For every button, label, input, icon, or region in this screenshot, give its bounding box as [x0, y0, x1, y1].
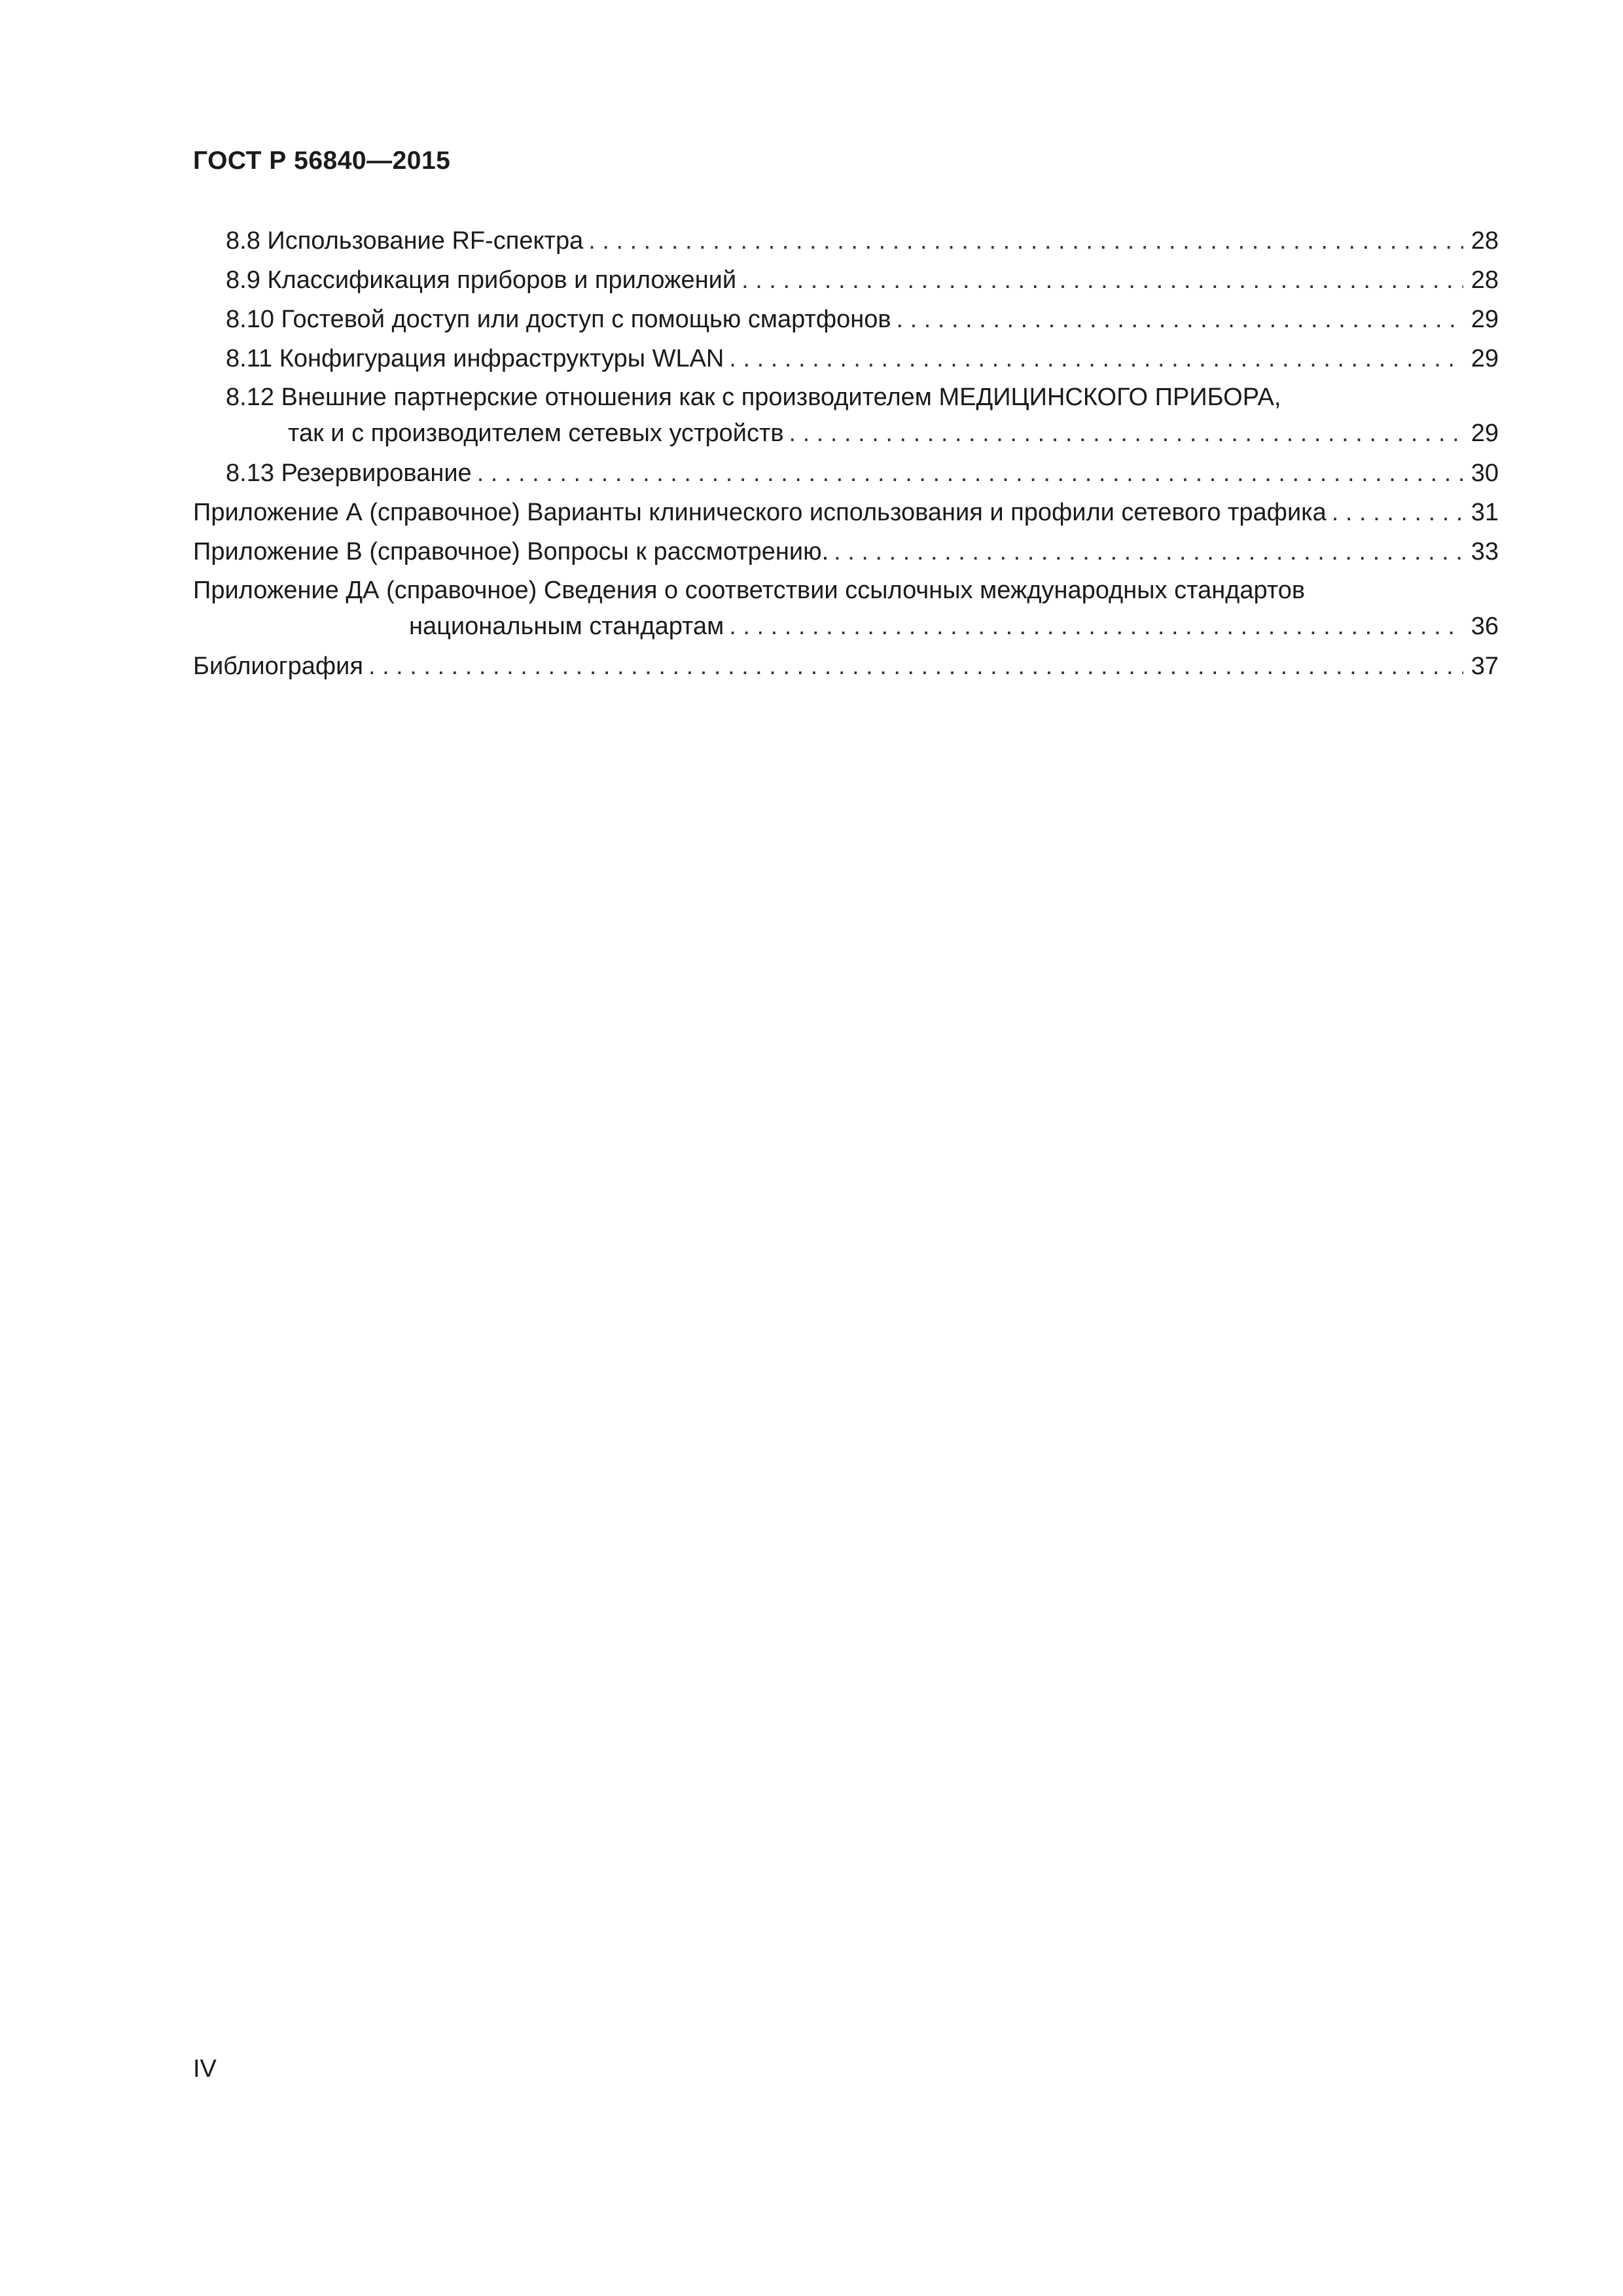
- toc-entry-title: 8.8 Использование RF-спектра: [226, 227, 584, 255]
- toc-leader-dots: [741, 260, 1463, 300]
- table-of-contents: [193, 221, 1499, 686]
- toc-page-number: 33: [1471, 538, 1499, 565]
- toc-entry-title: 8.13 Резервирование: [226, 459, 472, 487]
- toc-entry-bibliography[interactable]: [193, 647, 1499, 686]
- toc-entry-title: Библиография: [193, 653, 363, 680]
- toc-page-number: 28: [1471, 227, 1499, 255]
- toc-entry-8-13[interactable]: [193, 454, 1499, 493]
- toc-entry-8-10[interactable]: [193, 300, 1499, 339]
- toc-entry-title-line-2: так и с производителем сетевых устройств: [288, 420, 784, 447]
- toc-page-number: 31: [1471, 499, 1499, 526]
- toc-page-number: 30: [1471, 459, 1499, 487]
- toc-leader-dots: [588, 221, 1463, 260]
- toc-page-number: 28: [1471, 266, 1499, 294]
- toc-entry-title-line-1: Приложение ДА (справочное) Сведения о соответствии ссылочных международных стандартов: [193, 577, 1306, 604]
- toc-page-number: 29: [1471, 345, 1499, 372]
- toc-page-number: 37: [1471, 653, 1499, 680]
- toc-entry-title: 8.11 Конфигурация инфраструктуры WLAN: [226, 345, 724, 372]
- toc-leader-dots: [729, 339, 1463, 378]
- toc-leader-dots: [834, 532, 1463, 571]
- toc-entry-title: Приложение В (справочное) Вопросы к рассмотрению.: [193, 538, 829, 565]
- page-number: IV: [193, 2055, 217, 2083]
- toc-entry-title: Приложение А (справочное) Варианты клинического использования и профили сетевого трафика: [193, 499, 1327, 526]
- toc-entry-8-9[interactable]: [193, 260, 1499, 300]
- toc-leader-dots: [789, 416, 1463, 452]
- toc-leader-dots: [368, 647, 1463, 686]
- toc-leader-dots: [729, 609, 1463, 645]
- toc-entry-appendix-da[interactable]: [193, 571, 1499, 647]
- document-header: ГОСТ Р 56840—2015: [193, 147, 451, 175]
- toc-entry-title-line-2: национальным стандартам: [409, 613, 724, 640]
- toc-page-number: 36: [1471, 613, 1499, 640]
- toc-entry-8-11[interactable]: [193, 339, 1499, 378]
- toc-entry-appendix-b[interactable]: [193, 532, 1499, 571]
- toc-entry-title-line-1: 8.12 Внешние партнерские отношения как с производителем МЕДИЦИНСКОГО ПРИБОРА,: [226, 384, 1281, 411]
- toc-page-number: 29: [1471, 420, 1499, 447]
- toc-leader-dots: [897, 300, 1463, 339]
- toc-page-number: 29: [1471, 306, 1499, 333]
- toc-entry-8-12[interactable]: [193, 378, 1499, 454]
- toc-entry-title: 8.9 Классификация приборов и приложений: [226, 266, 737, 294]
- toc-entry-8-8[interactable]: [193, 221, 1499, 260]
- toc-leader-dots: [1332, 493, 1463, 532]
- toc-entry-appendix-a[interactable]: [193, 493, 1499, 532]
- toc-entry-title: 8.10 Гостевой доступ или доступ с помощью смартфонов: [226, 306, 891, 333]
- toc-leader-dots: [477, 454, 1463, 493]
